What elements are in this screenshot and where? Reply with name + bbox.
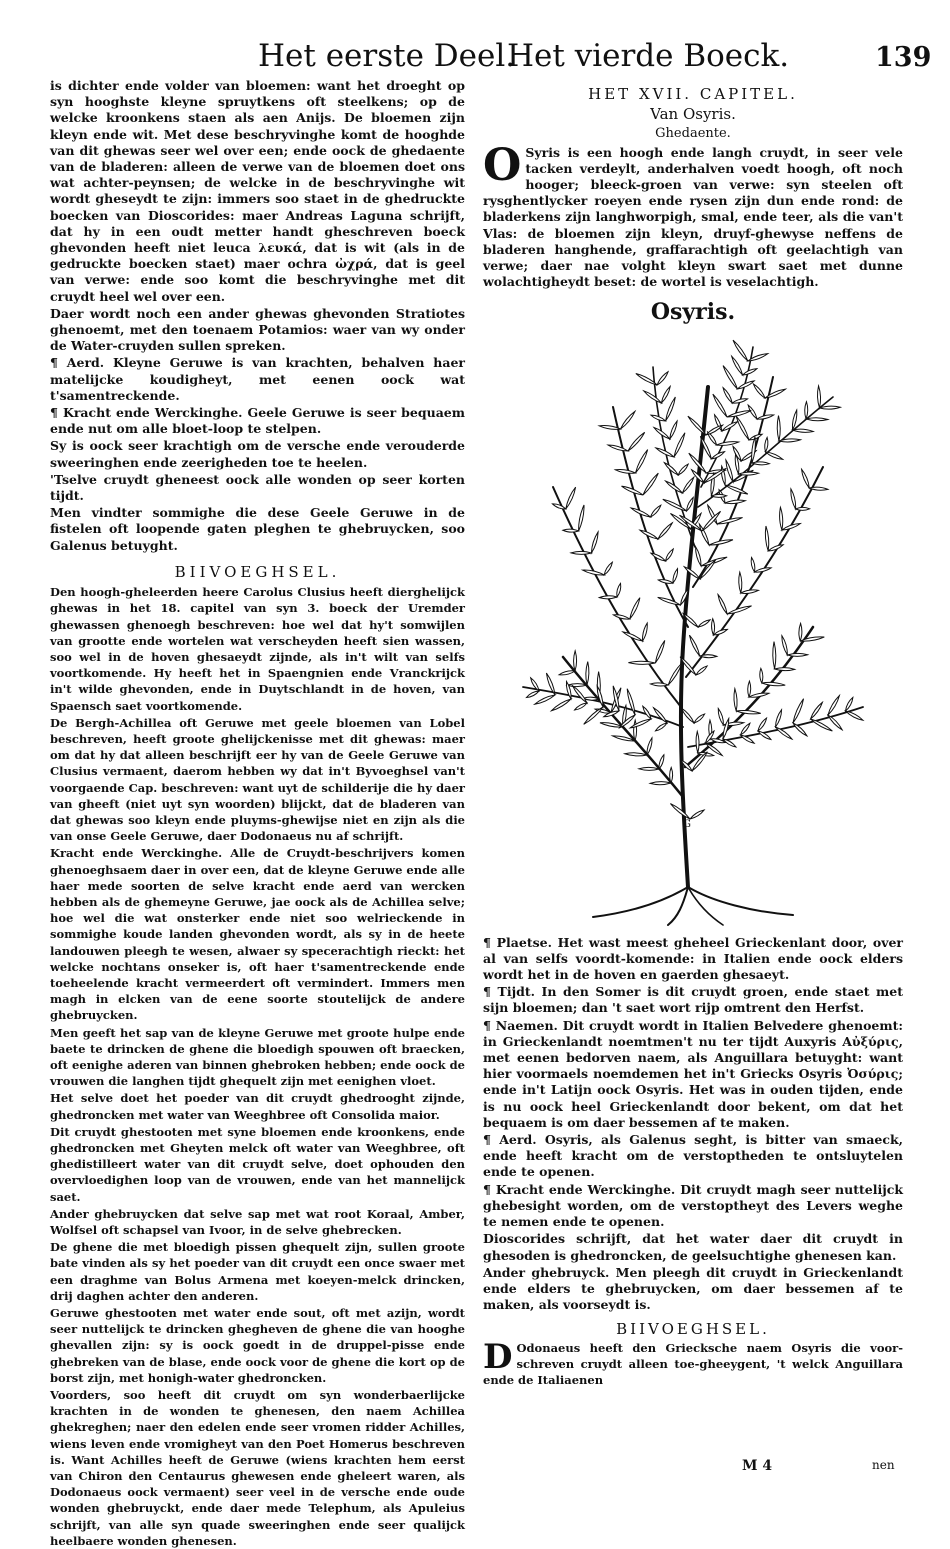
- leaf-shape: [736, 415, 749, 439]
- leaf-shape: [630, 719, 651, 728]
- leaf-shape: [828, 715, 842, 730]
- leaf-shape: [732, 398, 747, 402]
- leaf-shape: [663, 499, 687, 511]
- leaf-shape: [806, 417, 828, 420]
- leaf-shape: [828, 695, 839, 715]
- leaf-shape: [608, 445, 628, 451]
- figure-caption: Osyris.: [650, 299, 736, 326]
- leaf-shape: [791, 488, 796, 508]
- osyris-woodcut-illustration: [483, 327, 903, 927]
- leaf-shape: [670, 803, 690, 818]
- leaf-shape: [757, 414, 774, 418]
- leaf-shape: [630, 597, 640, 618]
- leaf-shape: [739, 572, 742, 593]
- leaf-shape: [673, 568, 678, 582]
- leaf-shape: [811, 702, 823, 719]
- leaf-shape: [726, 460, 733, 482]
- leaf-shape: [773, 641, 776, 668]
- leaf-shape: [796, 507, 810, 510]
- leaf-shape: [741, 723, 750, 735]
- leaf-shape: [650, 683, 668, 686]
- leaf-shape: [765, 437, 768, 452]
- body-paragraph: Sy is oock seer krachtigh om de versche ende verouderde sweeringhen ende zeerigheden toe te heelen.: [50, 438, 465, 470]
- leaf-shape: [799, 623, 802, 641]
- leaf-shape: [655, 723, 667, 731]
- leaf-shape: [696, 546, 701, 565]
- leaf-shape: [670, 767, 673, 783]
- leaf-shape: [634, 720, 637, 741]
- leaf-shape: [696, 666, 707, 675]
- leaf-shape: [712, 494, 727, 497]
- leaf-shape: [846, 711, 864, 720]
- leaf-shape: [628, 432, 645, 451]
- leaf-shape: [713, 394, 727, 417]
- leaf-shape: [793, 698, 804, 722]
- leaf-shape: [567, 683, 587, 686]
- leaf-shape: [666, 397, 676, 421]
- leaf-shape: [644, 390, 662, 402]
- leaf-shape: [725, 485, 748, 494]
- leaf-shape: [535, 695, 555, 704]
- leaf-shape: [780, 507, 783, 530]
- plant-drawing: [483, 327, 903, 927]
- leaf-shape: [678, 464, 688, 475]
- leaf-shape: [670, 421, 677, 439]
- leaf-shape: [599, 595, 617, 598]
- leaf-shape: [643, 473, 658, 495]
- leaf-shape: [659, 754, 664, 768]
- leaf-shape: [625, 752, 647, 755]
- kracht-paragraph: ¶ Kracht ende Werckinghe. Geele Geruwe is seer bequaem ende nut om alle bloet-loop te stelpen.: [50, 405, 465, 437]
- leaf-shape: [727, 606, 751, 614]
- section-heading-bijvoeghsel: BIIVOEGHSEL.: [616, 1320, 770, 1339]
- leaf-shape: [586, 661, 589, 684]
- supplement-paragraph: Het selve doet het poeder van dit cruydt ghedrooght zijnde, ghedroncken met water van Weeghbree oft Consolida maior.: [50, 1091, 465, 1122]
- leaf-shape: [846, 697, 853, 711]
- supplement-paragraph: Den hoogh-gheleerden heere Carolus Clusius heeft dierghelijck ghewas in het 18. capitel van syn 3. boeck der Uremder ghewassen ghenoegh beschreven: hoe wel dat hy't somwijlen van grootte ende wortelen wat verscheyden heeft sien wassen, soo wel in de hoven ghesaeydt zijnde, als in't wilt van selfs voortkomende. Hy heeft het in Spaengnien ende Vranckrijck in't wilde ghevonden, ende in Duytschlandt in de hoven, van Spaensch saet voortkomende.: [50, 585, 465, 713]
- leaf-shape: [552, 503, 565, 508]
- supplement-paragraph: Dit cruydt ghestooten met syne bloemen ende kroonkens, ende ghedroncken met Gheyten melck oft water van Weeghbree, oft ghedistilleert water van dit cruydt selve, doet ophouden den overvloedighen loop van de vrouwen, ende van het mannelijck saet.: [50, 1124, 465, 1204]
- opening-paragraph-2: Daer wordt noch een ander ghewas ghevonden Stratiotes ghenoemt, met den toenaem Potamios: waer van wy onder de Water-cruyden sullen spreken.: [50, 305, 465, 354]
- supplement-paragraph: Geruwe ghestooten met water ende sout, oft met azijn, wordt seer nuttelijck te drincken ghegheven de ghene die van hooghe ghevallen zijn: sy is oock goedt in de druppel-pisse ende ghebreken van de blase, ende oock voor de ghene die kort op de borst zijn, met honigh-water ghedroncken.: [50, 1306, 465, 1385]
- leaf-shape: [591, 531, 598, 552]
- leaf-shape: [643, 623, 648, 641]
- supplement-paragraph: Men geeft het sap van de kleyne Geruwe met groote hulpe ende baete te drincken de ghene die bloedigh spouwen oft braecken, oft eenighe aderen van binnen ghebroken hebben; ende oock de vrouwen die langhen tijdt ghequelt zijn met eenighen vloet.: [50, 1025, 465, 1089]
- leaf-shape: [805, 401, 808, 418]
- leaf-shape: [776, 709, 782, 726]
- leaf-shape: [782, 635, 788, 654]
- naemen-paragraph: ¶ Naemen. Dit cruydt wordt in Italien Belvedere ghenoemt: in Grieckenlandt noemtmen't nu ter tijdt Auxyris Αὐξύρις, met eenen bedorven naem, als Anguillara betuyght: want hier voormaels noemdemen het in't Griecks Osyris Ὀσύρις; ende in't Latijn oock Osyris. Het was in ouden tijden, ende is nu oock heel Grieckenlandt door bekent, om dat het bequaem is om daer bessemen af te maken.: [483, 1017, 903, 1130]
- leaf-shape: [615, 469, 635, 473]
- supplement-paragraph: Voorders, soo heeft dit cruydt om syn wonderbaerlijcke krachten in de wonden te ghenesen, den naem Achillea ghekreghen; naer den edelen ende seer vromen ridder Achilles, wiens leven ende vromigheyt van den Poet Homerus beschreven is. Want Achilles heeft de Geruwe (wiens krachten hem eerst van Chiron den Centaurus ghewesen ende gheleert waren, als Dodonaeus oock vermaent) seer veel in de versche ende oude wonden ghebruyckt, ende daer mede Telephum, als Apuleius schrijft, van alle syn quade sweeringhen ende seer qualijck heelbaere wonden ghenesen.: [50, 1388, 465, 1548]
- leaf-shape: [551, 699, 571, 711]
- chapter-heading: HET XVII. CAPITEL.: [588, 85, 798, 103]
- signature-mark: M 4: [742, 1458, 773, 1474]
- leaf-shape: [811, 719, 833, 731]
- body-paragraph: 'Tselve cruydt gheneest oock alle wonden op seer korten tijdt.: [50, 471, 465, 504]
- leaf-shape: [758, 718, 767, 731]
- leaf-shape: [700, 654, 717, 657]
- leaf-shape: [604, 562, 612, 575]
- leaf-shape: [748, 405, 757, 419]
- leaf-shape: [613, 614, 629, 618]
- leaf-shape: [571, 551, 591, 554]
- leaf-shape: [793, 429, 814, 432]
- leaf-shape: [765, 526, 768, 551]
- leaf-shape: [765, 389, 786, 398]
- leaf-shape: [617, 583, 621, 597]
- leaf-shape: [736, 710, 761, 713]
- leaf-shape: [566, 487, 576, 509]
- leaf-shape: [817, 385, 820, 407]
- right-column: [483, 78, 903, 1478]
- leaf-shape: [689, 635, 699, 656]
- plaetse-paragraph: ¶ Plaetse. Het wast meest gheheel Grieckenlant door, over al van selfs voordt-komende: in Italien ende oock elders wordt het in de hoven en gaerden ghesaeyt.: [483, 934, 903, 983]
- leaf-shape: [723, 365, 737, 388]
- leaf-shape: [751, 557, 755, 572]
- tijdt-paragraph: ¶ Tijdt. In den Somer is dit cruydt groen, ende staet met sijn bloemen; dan 't saet wort rijp omtrent den Herfst.: [483, 984, 903, 1016]
- ander-ghebruyck-paragraph: Ander ghebruyck. Men pleegh dit cruydt in Grieckenlandt ende elders te ghebruycken, om daer bessemen af te maken, als voorseydt is.: [483, 1264, 903, 1313]
- leaf-shape: [741, 590, 759, 594]
- leaf-shape: [696, 731, 699, 753]
- drop-cap: D: [483, 1336, 513, 1377]
- leaf-shape: [734, 688, 737, 710]
- leaf-shape: [681, 708, 694, 723]
- leaf-shape: [579, 505, 584, 531]
- left-column: [50, 78, 465, 1548]
- leaf-shape: [657, 371, 668, 384]
- leaf-shape: [658, 579, 673, 583]
- leaf-shape: [748, 681, 751, 697]
- leaf-shape: [628, 661, 655, 664]
- leaf-shape: [573, 685, 587, 702]
- aerd-paragraph: ¶ Aerd. Osyris, als Galenus seght, is bitter van smaeck, ende heeft kracht om de verstoptheden te ontsluytelen ende te openen.: [483, 1132, 903, 1180]
- leaf-shape: [621, 411, 636, 429]
- leaf-shape: [787, 653, 807, 656]
- leaf-shape: [574, 650, 577, 670]
- leaf-shape: [706, 425, 723, 435]
- leaf-shape: [651, 505, 661, 517]
- leaf-shape: [723, 718, 729, 739]
- left-running-title: Het eerste Deel.: [258, 38, 516, 74]
- leaf-shape: [694, 714, 705, 723]
- leaf-shape: [718, 708, 723, 725]
- kracht-paragraph: ¶ Kracht ende Werckinghe. Dit cruydt magh seer nuttelijck ghebesight worden, om de verstoptheyt des Levers weghe te nemen ende te openen.: [483, 1181, 903, 1230]
- supplement-paragraph: Kracht ende Werckinghe. Alle de Cruydt-beschrijvers komen ghenoeghsaem daer in over een, dat de kleyne Geruwe ende alle haer mede soorten de selve kracht ende aerd van wercken hebben als de ghemeyne Geruwe, jae oock als de Achillea selve; hoe wel die wat onsterker ende niet soo welrieckende in sommighe koude landen ghevonden wordt, als sy in de heete landouwen pleegh te wesen, alwaer sy specerachtigh rieckt: het welcke nochtans onseker is, oft haer t'samentreckende ende toeheelende kracht vermeerdert oft vermindert. Immers men magh in elcken van de eene soorte stoutelijck de andere ghebruycken.: [50, 846, 465, 1023]
- leaf-shape: [725, 500, 745, 503]
- body-paragraph: Dioscorides schrijft, dat het water daer dit cruydt in ghesoden is ghedroncken, de geelsuchtighe ghenesen kan.: [483, 1231, 903, 1263]
- leaf-shape: [584, 707, 603, 724]
- leaf-shape: [723, 387, 732, 402]
- supplement-paragraph: De ghene die met bloedigh pissen ghequelt zijn, sullen groote bate vinden als sy het poeder van dit cruydt een once swaer met een draghme van Bolus Armena met koeyen-melck drincken, drij daghen achter den anderen.: [50, 1240, 465, 1303]
- leaf-shape: [666, 549, 674, 561]
- leaf-shape: [661, 386, 670, 403]
- leaf-shape: [653, 707, 667, 722]
- leaf-shape: [559, 670, 575, 674]
- opening-paragraph-1: is dichter ende volder van bloemen: want het droeght op syn hooghste kleyne spruytkens oft steelkens; op de welcke kroonkens staen als aen Anijs. De bloemen zijn kleyn ende wit. Met dese beschryvinghe komt de hooghde van dit ghewas seer wel over een; ende oock de ghedaente van de bladeren: alleen de verwe van de bloemen doet ons wat achter-peynsen; de welcke in de beschryvinghe wit wordt gheseydt te zijn: immers soo staet in de ghedruckte boecken van Dioscorides: maer Andreas Laguna schrijft, dat hy in een oudt metter handt gheschreven boeck ghevonden heeft niet leuca λευκά, dat is wit (als in de gedruckte boecken staet) maer ochra ὠχρά, dat is geel van verwe: ende soo komt die beschryvinghe met dit cruydt heel wel over een.: [50, 78, 465, 304]
- leaf-shape: [647, 737, 652, 754]
- body-paragraph: Men vindter sommighe die dese Geele Geruwe in de fistelen oft loopende gaten pleghen te ghebruycken, soo Galenus betuyght.: [50, 505, 465, 553]
- leaf-shape: [655, 640, 664, 663]
- leaf-shape: [684, 566, 700, 578]
- leaf-shape: [755, 567, 772, 571]
- leaf-shape: [563, 529, 579, 532]
- leaf-shape: [650, 781, 671, 784]
- leaf-shape: [639, 767, 659, 770]
- catchword: nen: [872, 1458, 895, 1472]
- leaf-shape: [775, 667, 795, 670]
- leaf-shape: [709, 539, 733, 544]
- leaf-shape: [526, 691, 539, 698]
- leaf-shape: [732, 356, 743, 375]
- leaf-shape: [627, 688, 635, 714]
- supplement-text: Odonaeus heeft den Griecksche naem Osyris die voor-schreven cruydt alleen toe-gheeygent, 't welck Anguillara ende de Italiaenen: [483, 1340, 903, 1387]
- ghedaente-label: Ghedaente.: [655, 126, 731, 142]
- leaf-shape: [651, 415, 666, 421]
- leaf-shape: [713, 629, 727, 635]
- chapter-subject: Van Osyris.: [650, 105, 736, 124]
- right-running-title: Het vierde Boeck.: [507, 38, 790, 74]
- leaf-shape: [651, 553, 666, 561]
- section-heading-bijvoeghsel: BIIVOEGHSEL.: [174, 562, 341, 581]
- leaf-shape: [717, 441, 739, 445]
- leaf-shape: [712, 618, 715, 634]
- leaf-shape: [739, 472, 759, 475]
- leaf-shape: [698, 619, 710, 626]
- supplement-paragraph: De Bergh-Achillea oft Geruwe met geele bloemen van Lobel beschreven, heeft groote ghelijckenisse met dit ghewas: maer om dat hy dat alleen beschrijft eer hy van de Geele Geruwe van Clusius vermaent, daerom hebben wy dat in't Byvoeghsel van't voorgaende Cap. beschreven: want uyt de schilderije die hy daer van gheeft (niet uyt syn woorden) blijckt, dat de bladeren van dat ghewas soo kleyn ende pluyms-ghewijse niet en zijn als die van onse Geele Geruwe, daer Dodonaeus nu af schrijft.: [50, 715, 465, 844]
- leaf-shape: [658, 522, 672, 538]
- leaf-shape: [687, 497, 694, 511]
- leaf-shape: [690, 810, 704, 819]
- drop-cap: O: [483, 139, 522, 191]
- leaf-shape: [674, 432, 685, 456]
- leaf-shape: [733, 340, 748, 361]
- leaf-shape: [762, 682, 785, 685]
- aerd-paragraph: ¶ Aerd. Kleyne Geruwe is van krachten, behalven haer matelijcke koudigheyt, met eenen oock wat t'samentreckende.: [50, 355, 465, 403]
- leaf-shape: [718, 594, 727, 613]
- leaf-shape: [682, 477, 693, 493]
- leaf-shape: [575, 703, 587, 710]
- leaf-shape: [727, 410, 751, 416]
- leaf-shape: [802, 469, 810, 488]
- leaf-shape: [749, 693, 769, 697]
- leaf-shape: [636, 449, 648, 472]
- leaf-shape: [766, 452, 783, 459]
- figure-letter: G: [683, 818, 691, 830]
- ghedaente-text: Syris is een hoogh ende langh cruydt, in seer vele tacken verdeylt, anderhalven voedt hoogh, oft noch hooger; bleeck-groen van verwe: syn steelen oft rysghentlycker roeyen ende rysen zijn dun ende rond: de bladerkens zijn langhworpigh, smal, ende teer, als die van't Vlas: de bloemen zijn kleyn, druyf-ghewyse neffens de bladeren hanghende, graffarachtigh oft geelachtigh van verwe; daer nae volght kleyn swart saet met dunne wolachtigheydt beset: de wortel is veselachtigh.: [483, 144, 903, 290]
- leaf-shape: [743, 368, 757, 374]
- leaf-shape: [777, 415, 780, 440]
- supplement-paragraph: Ander ghebruycken dat selve sap met wat root Koraal, Amber, Wolfsel oft schapsel van Ivoor, in de selve ghebrecken.: [50, 1206, 465, 1238]
- leaf-shape: [753, 384, 765, 398]
- page-number: 139: [875, 42, 932, 73]
- leaf-shape: [583, 570, 605, 575]
- leaf-shape: [820, 406, 841, 409]
- leaf-shape: [760, 668, 763, 683]
- leaf-shape: [658, 597, 681, 605]
- leaf-shape: [752, 436, 756, 462]
